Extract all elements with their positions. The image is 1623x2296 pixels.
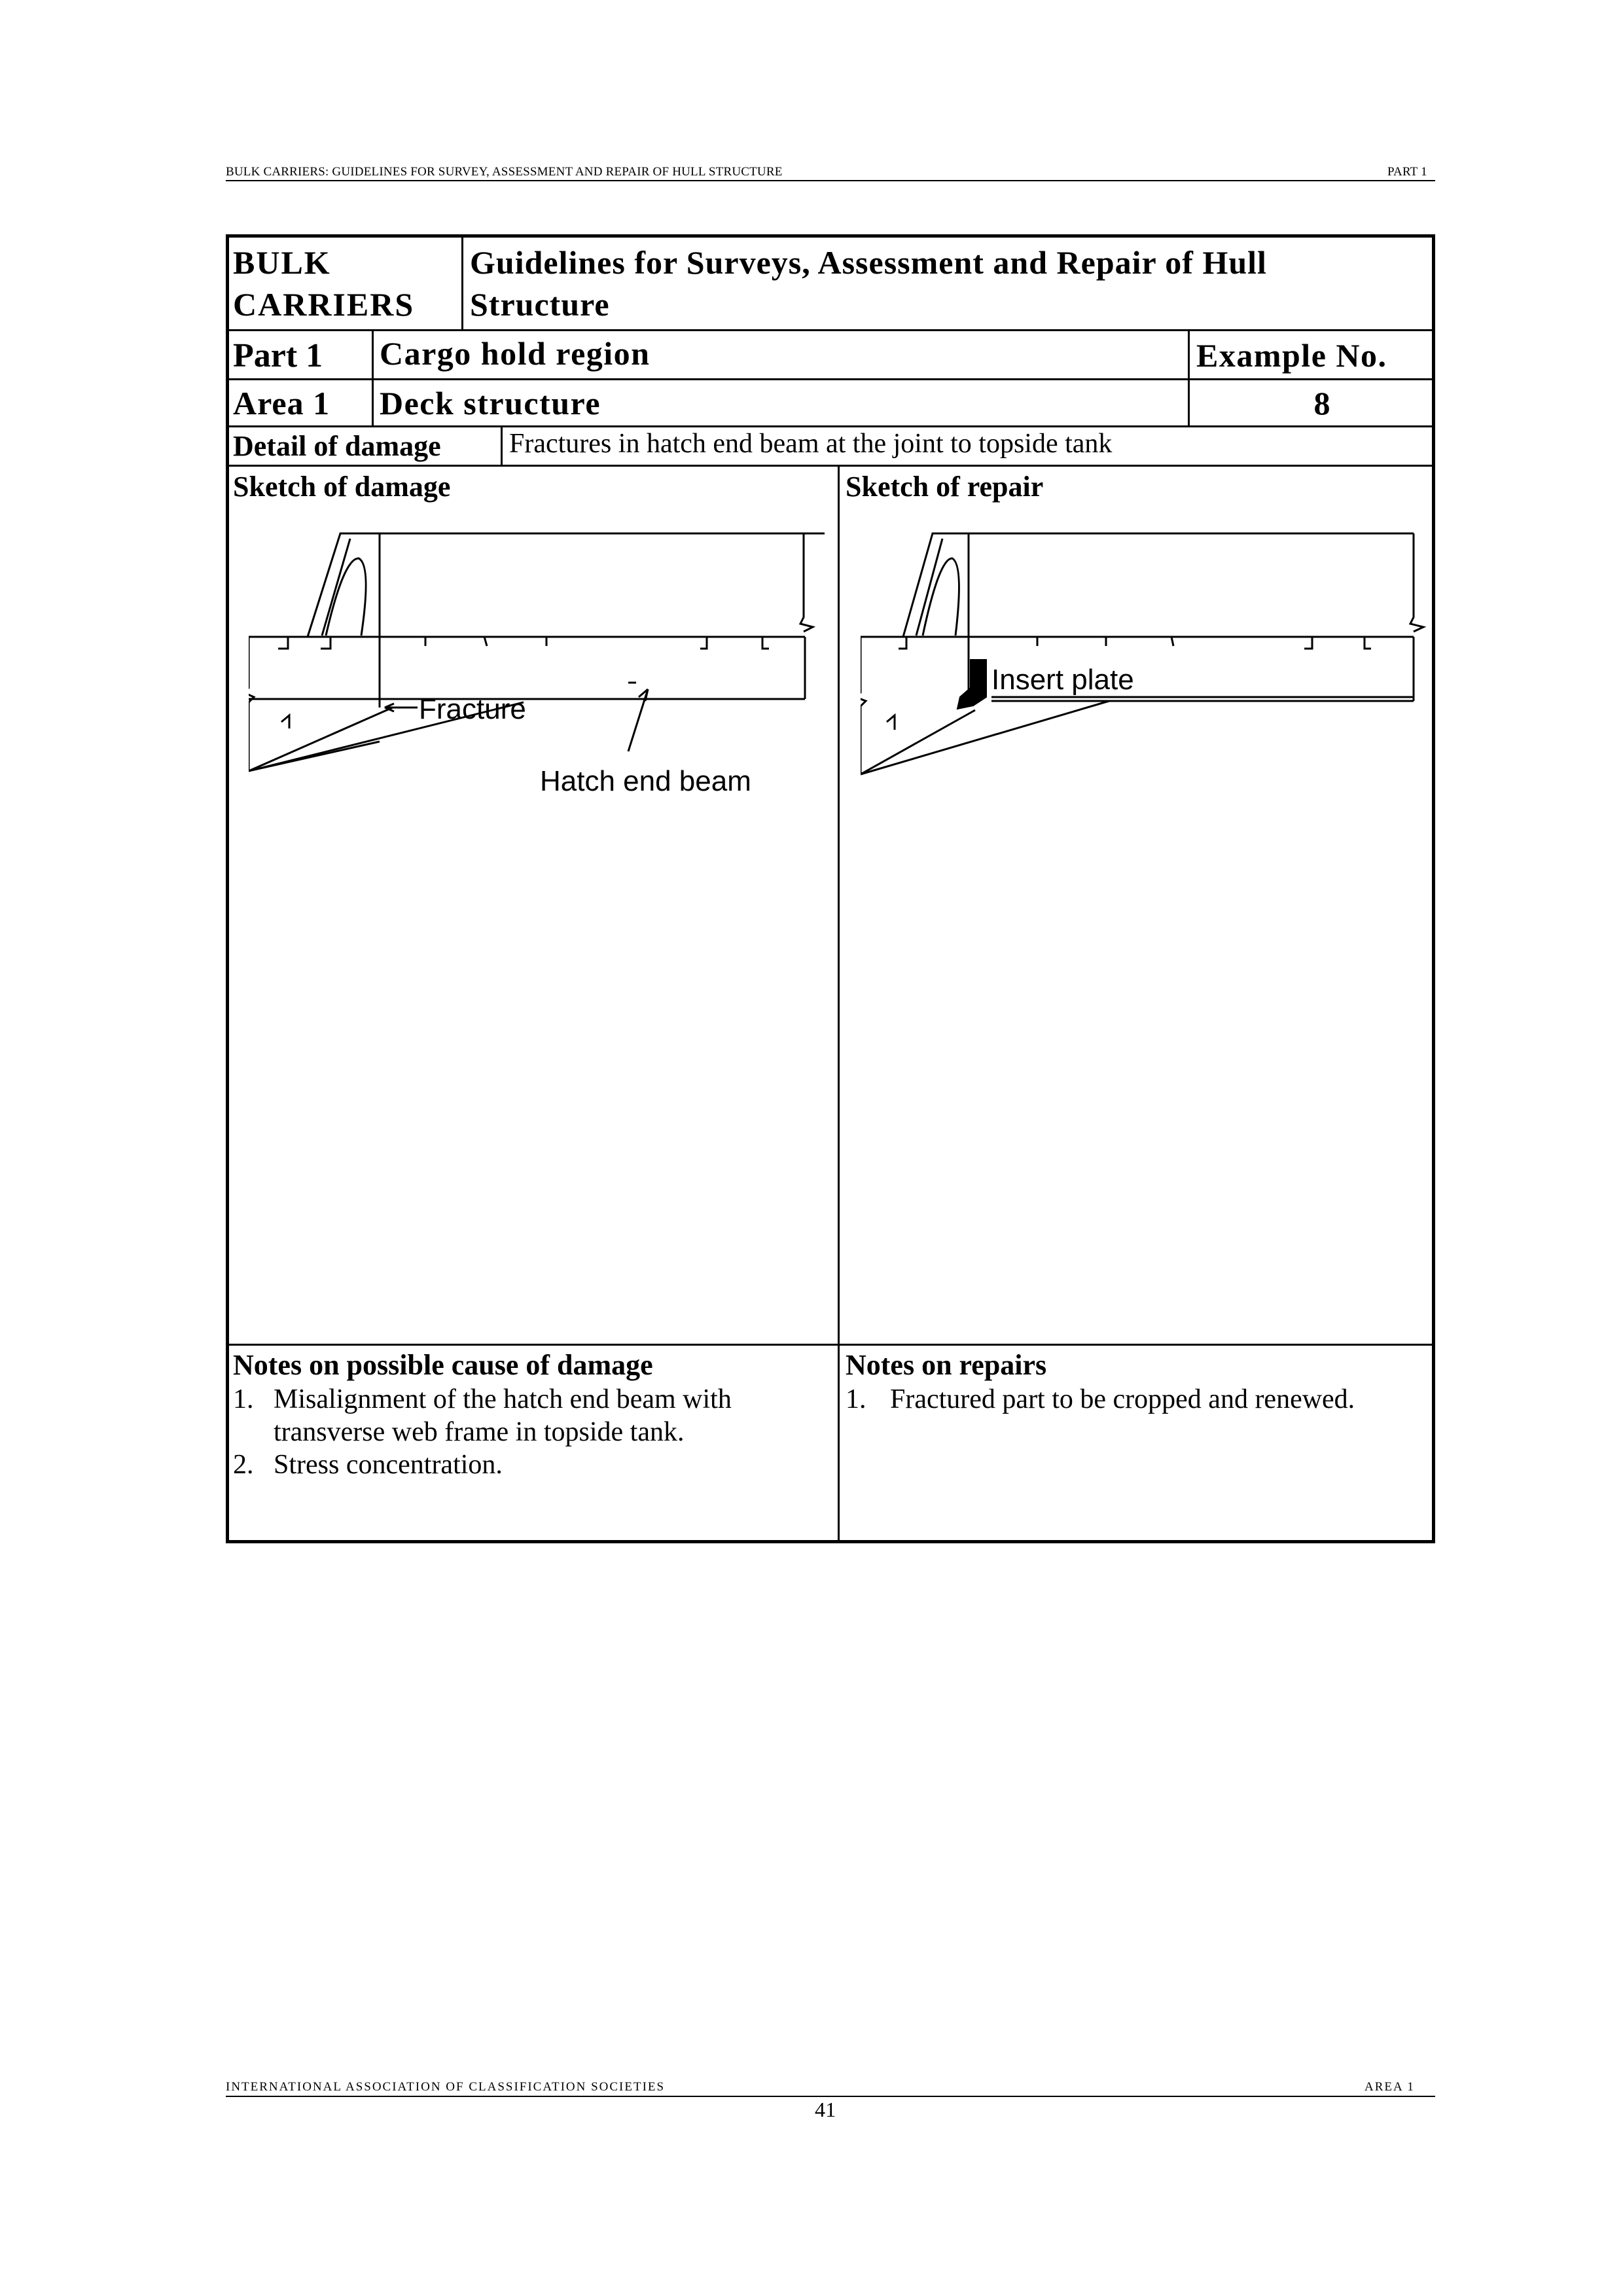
rule-detail-split [501,425,503,465]
damage-coaming-break [800,533,813,632]
rule-part-bottom [229,378,1432,380]
notes-cause-item-1-text [274,1383,732,1448]
repair-insert-plate-shape [957,660,986,709]
notes-repair-item-1 [846,1383,1355,1416]
repair-sloping-plate [861,710,975,774]
notes-repair-item-1-num: 1. [846,1384,866,1414]
notes-repair-item-1-text: Fractured part to be cropped and renewed. [890,1384,1355,1414]
repair-coaming-break [1410,533,1423,632]
notes-cause-item-1 [233,1383,732,1448]
area-value: Deck structure [380,385,601,422]
damage-hatch-coaming [308,533,825,637]
series-title-line-1: BULK [233,244,331,281]
repair-sloping-plate-2 [861,701,1109,774]
rule-title-split [461,238,463,329]
part-label: Part 1 [233,337,323,374]
damage-coaming-inner [322,539,350,636]
notes-cause-item-1-line-1: Misalignment of the hatch end beam with [274,1384,732,1414]
repair-hatch-coaming [903,533,1414,637]
page-number: 41 [815,2098,836,2121]
example-label: Example No. [1196,337,1387,374]
footer-rule [226,2096,1435,2097]
notes-cause-item-1-num: 1. [233,1384,254,1414]
notes-cause-item-1-line-2: transverse web frame in topside tank. [274,1417,685,1447]
damage-hatch-end-beam-label: Hatch end beam [540,765,751,797]
damage-sketch [249,526,825,833]
sketch-repair-title: Sketch of repair [846,471,1044,503]
main-title-line-1: Guidelines for Surveys, Assessment and Repair of Hull [470,244,1267,281]
notes-cause-item-2-num: 2. [233,1450,254,1480]
damage-sloping-plate [249,708,393,771]
header-rule [226,180,1435,181]
damage-example-form [226,234,1435,1543]
damage-bottom-line [249,742,380,771]
rule-sketch-bottom [229,1344,1432,1346]
notes-repair-title: Notes on repairs [846,1349,1047,1381]
damage-left-break [249,637,254,771]
running-footer-right: AREA 1 [1364,2080,1415,2094]
repair-insert-plate-label: Insert plate [991,664,1134,696]
running-header-left: BULK CARRIERS: GUIDELINES FOR SURVEY, ASSESSMENT AND REPAIR OF HULL STRUCTURE [226,165,783,179]
repair-sketch [861,526,1436,833]
rule-part-split [372,329,374,425]
repair-coaming-inner [916,539,942,636]
notes-cause-title: Notes on possible cause of damage [233,1349,653,1381]
notes-repair-list [846,1383,1355,1416]
running-header-right: PART 1 [1387,165,1427,179]
rule-title-bottom [229,329,1432,331]
series-title-line-2: CARRIERS [233,286,415,323]
example-number: 8 [1313,385,1330,422]
rule-sketch-split [838,465,840,1540]
running-footer-left: INTERNATIONAL ASSOCIATION OF CLASSIFICATION SOCIETIES [226,2080,666,2094]
notes-cause-list [233,1383,732,1481]
series-title [233,242,414,325]
main-title-line-2: Structure [470,286,610,323]
notes-cause-item-2 [233,1448,732,1481]
notes-cause-item-2-text: Stress concentration. [274,1450,503,1480]
damage-fracture-label: Fracture [419,693,526,725]
detail-label: Detail of damage [233,430,441,462]
damage-bracket-loop [326,558,366,636]
detail-value: Fractures in hatch end beam at the joint to topside tank [509,429,1113,459]
main-title [470,242,1267,325]
area-label: Area 1 [233,385,330,422]
repair-bracket-loop [923,558,959,636]
damage-fracture-leader [385,704,418,711]
rule-example-split [1188,329,1190,425]
sketch-damage-title: Sketch of damage [233,471,451,503]
rule-detail-bottom [229,465,1432,467]
repair-left-break [861,637,866,774]
part-value: Cargo hold region [380,335,651,372]
